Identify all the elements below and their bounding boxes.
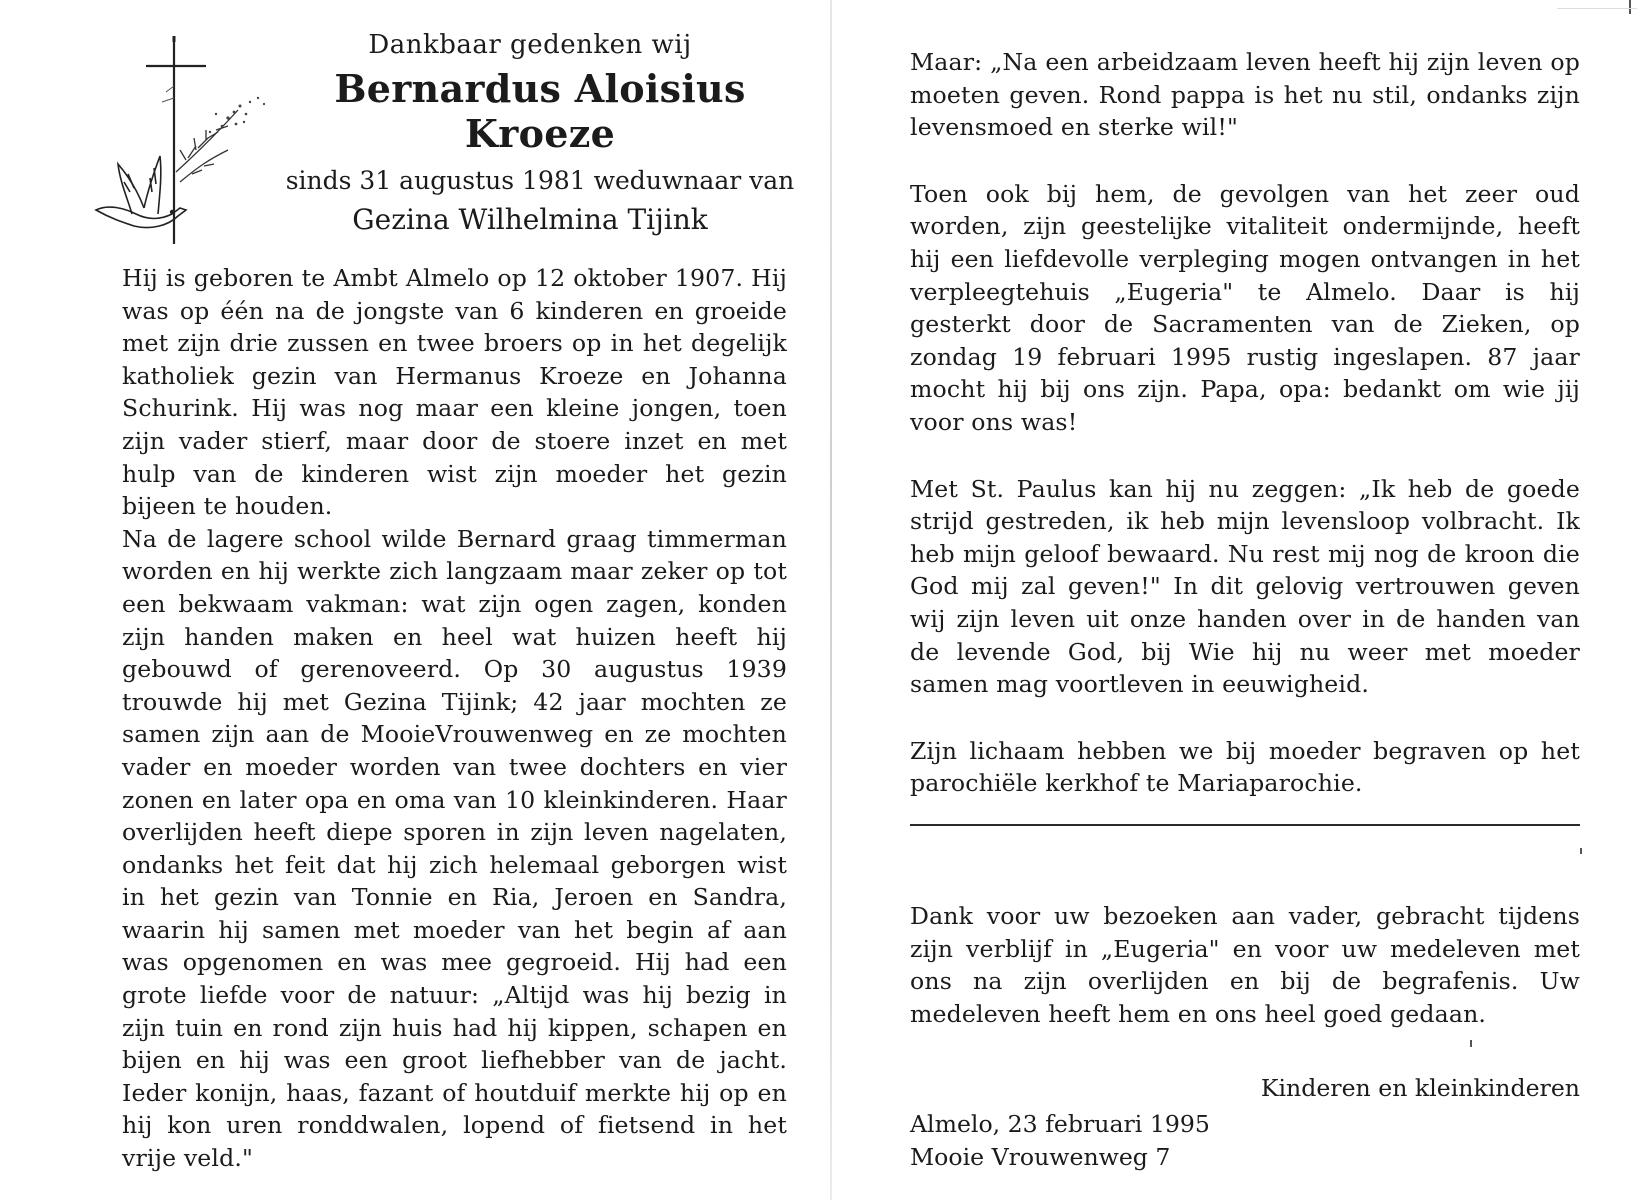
widower-line: sinds 31 augustus 1981 weduwnaar van	[285, 166, 795, 195]
dankbaar-line: Dankbaar gedenken wij	[368, 30, 692, 60]
biography-paragraph: Hij is geboren te Ambt Almelo op 12 oktober 1907. Hij was op één na de jongste van 6 kinderen en groeide met zijn drie zussen en twee broers op in het degelijk katholiek gezin van Hermanus Kroeze en Johanna Schurink. Hij was nog maar een kleine jongen, toen zijn vader stierf, maar door de stoere inzet en met hulp van de kinderen wist zijn moeder het gezin bijeen te houden.	[122, 264, 787, 521]
memorial-paragraph: Maar: „Na een arbeidzaam leven heeft hij zijn leven op moeten geven. Rond pappa is het nu stil, ondanks zijn levensmoed en sterke wil!"	[910, 48, 1580, 142]
memorial-text	[910, 46, 1580, 800]
section-divider	[910, 824, 1580, 826]
deceased-name: Bernardus Aloisius Kroeze	[334, 66, 746, 156]
spouse-name: Gezina Wilhelmina Tijink	[352, 203, 708, 236]
card-fold-line	[830, 0, 832, 1200]
edge-line	[1557, 8, 1637, 9]
signature: Kinderen en kleinkinderen	[1260, 1074, 1580, 1102]
place-date: Almelo, 23 februari 1995	[910, 1110, 1210, 1138]
divider-mark	[1580, 848, 1582, 854]
biography-paragraph: Na de lagere school wilde Bernard graag timmerman worden en hij werkte zich langzaam maar zeker op tot een bekwaam vakman: wat zijn ogen zagen, konden zijn handen maken en heel wat huizen heeft hij gebouwd of gerenoveerd. Op 30 augustus 1939 trouwde hij met Gezina Tijink; 42 jaar mochten ze samen zijn aan de MooieVrouwenweg en ze mochten vader en moeder worden van twee dochters en vier zonen en later opa en oma van 10 kleinkinderen. Haar overlijden heeft diepe sporen in zijn leven nagelaten, ondanks het feit dat hij zich helemaal geborgen wist in het gezin van Tonnie en Ria, Jeroen en Sandra, waarin hij samen met moeder van het begin af aan was opgenomen en was mee gegroeid. Hij had een grote liefde voor de natuur: „Altijd was hij bezig in zijn tuin en rond zijn huis had hij kippen, schapen en bijen en hij was een groot liefhebber van de jacht. Ieder konijn, haas, fazant of houtduif merkte hij op en hij kon uren ronddwalen, lopend of fietsend in het vrije veld."	[122, 524, 787, 1173]
biography-text	[122, 262, 787, 1175]
memorial-paragraph: Zijn lichaam hebben we bij moeder begraven op het parochiële kerkhof te Mariaparochie.	[910, 736, 1580, 798]
header	[270, 30, 810, 236]
place-date-block	[910, 1108, 1210, 1173]
address: Mooie Vrouwenweg 7	[910, 1142, 1171, 1171]
thanks-text	[910, 900, 1580, 1030]
memorial-paragraph: Met St. Paulus kan hij nu zeggen: „Ik heb de goede strijd gestreden, ik heb mijn levensloop volbracht. Ik heb mijn geloof bewaard. Nu rest mij nog de kroon die God mij zal geven!" In dit gelovig vertrouwen geven wij zijn leven uit onze handen over in de handen van de levende God, bij Wie hij nu weer met moeder samen mag voortleven in eeuwigheid.	[910, 474, 1580, 699]
memorial-paragraph: Toen ook bij hem, de gevolgen van het zeer oud worden, zijn geestelijke vitaliteit ondermijnde, heeft hij een liefdevolle verpleging mogen ontvangen in het verpleegtehuis „Eugeria" te Almelo. Daar is hij gesterkt door de Sacramenten van de Zieken, op zondag 19 februari 1995 rustig ingeslapen. 87 jaar mocht hij bij ons zijn. Papa, opa: bedankt om wie jij voor ons was!	[910, 179, 1580, 436]
print-mark	[1470, 1040, 1472, 1047]
edge-mark	[1629, 0, 1631, 14]
thanks-paragraph: Dank voor uw bezoeken aan vader, gebracht tijdens zijn verblijf in „Eugeria" en voor uw medeleven met ons na zijn overlijden en bij de begrafenis. Uw medeleven heeft hem en ons heel goed gedaan.	[910, 902, 1580, 1028]
